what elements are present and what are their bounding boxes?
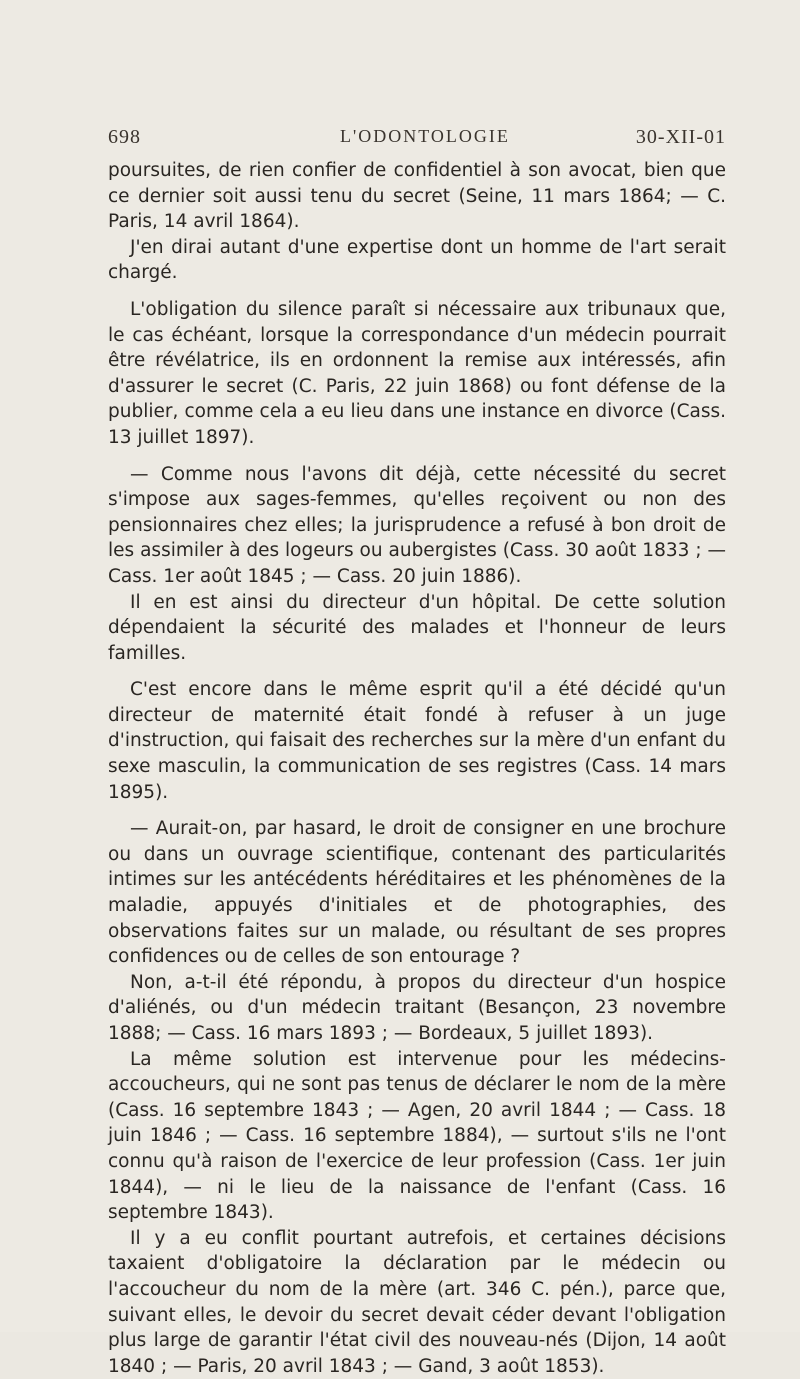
paragraph-6: C'est encore dans le même esprit qu'il a été décidé qu'un directeur de maternité était fondé à refuser à un juge d'instruction, qui faisait des recherches sur la mère d'un enfant du sexe masculin, la communication de ses registres (Cass. 14 mars 1895).: [108, 679, 726, 803]
paragraph-1: poursuites, de rien confier de confidentiel à son avocat, bien que ce dernier soit aussi tenu du secret (Seine, 11 mars 1864; — C. Paris, 14 avril 1864).: [108, 160, 726, 233]
paragraph-3: L'obligation du silence paraît si nécessaire aux tribunaux que, le cas échéant, lorsque la correspondance d'un médecin pourrait être révélatrice, ils en ordonnent la remise aux intéressés, afin d'assurer le secret (C. Paris, 22 juin 1868) ou font défense de la publier, comme cela a eu lieu dans une instance en divorce (Cass. 13 juillet 1897).: [108, 298, 726, 448]
paragraph-4: — Comme nous l'avons dit déjà, cette nécessité du secret s'impose aux sages-femmes, qu'elles reçoivent ou non des pensionnaires chez elles; la jurisprudence a refusé à bon droit de les assimiler à des logeurs ou aubergistes (Cass. 30 août 1833 ; — Cass. 1er août 1845 ; — Cass. 20 juin 1886).: [108, 463, 726, 587]
paragraph-9: La même solution est intervenue pour les médecins-accoucheurs, qui ne sont pas tenus de déclarer le nom de la mère (Cass. 16 septembre 1843 ; — Agen, 20 avril 1844 ; — Cass. 18 juin 1846 ; — Cass. 16 septembre 1884), — surtout s'ils ne l'ont connu qu'à raison de l'exercice de leur profession (Cass. 1er juin 1844), — ni le lieu de la naissance de l'enfant (Cass. 16 septembre 1843).: [108, 1048, 726, 1224]
page-header: [108, 126, 726, 152]
paragraph-8: Non, a-t-il été répondu, à propos du directeur d'un hospice d'aliénés, ou d'un médecin traitant (Besançon, 23 novembre 1888; — Cass. 16 mars 1893 ; — Bordeaux, 5 juillet 1893).: [108, 971, 726, 1044]
body-text: [108, 158, 726, 1379]
header-date: 30-XII-01: [635, 126, 726, 148]
paragraph-5: Il en est ainsi du directeur d'un hôpital. De cette solution dépendaient la sécurité des malades et l'honneur de leurs familles.: [108, 591, 726, 664]
paragraph-2: J'en dirai autant d'une expertise dont un homme de l'art serait chargé.: [108, 236, 726, 284]
paragraph-10: Il y a eu conflit pourtant autrefois, et certaines décisions taxaient d'obligatoire la déclaration par le médecin ou l'accoucheur du nom de la mère (art. 346 C. pén.), parce que, suivant elles, le devoir du secret devait céder devant l'obligation plus large de garantir l'état civil des nouveau-nés (Dijon, 14 août 1840 ; — Paris, 20 avril 1843 ; — Gand, 3 août 1853).: [108, 1227, 726, 1377]
running-title: L'ODONTOLOGIE: [340, 126, 510, 146]
paragraph-7: — Aurait-on, par hasard, le droit de consigner en une brochure ou dans un ouvrage scientifique, contenant des particularités intimes sur les antécédents héréditaires et les phénomènes de la maladie, appuyés d'initiales et de photographies, des observations faites sur un malade, ou résultant de ses propres confidences ou de celles de son entourage ?: [108, 818, 726, 968]
page-number: 698: [108, 126, 141, 148]
